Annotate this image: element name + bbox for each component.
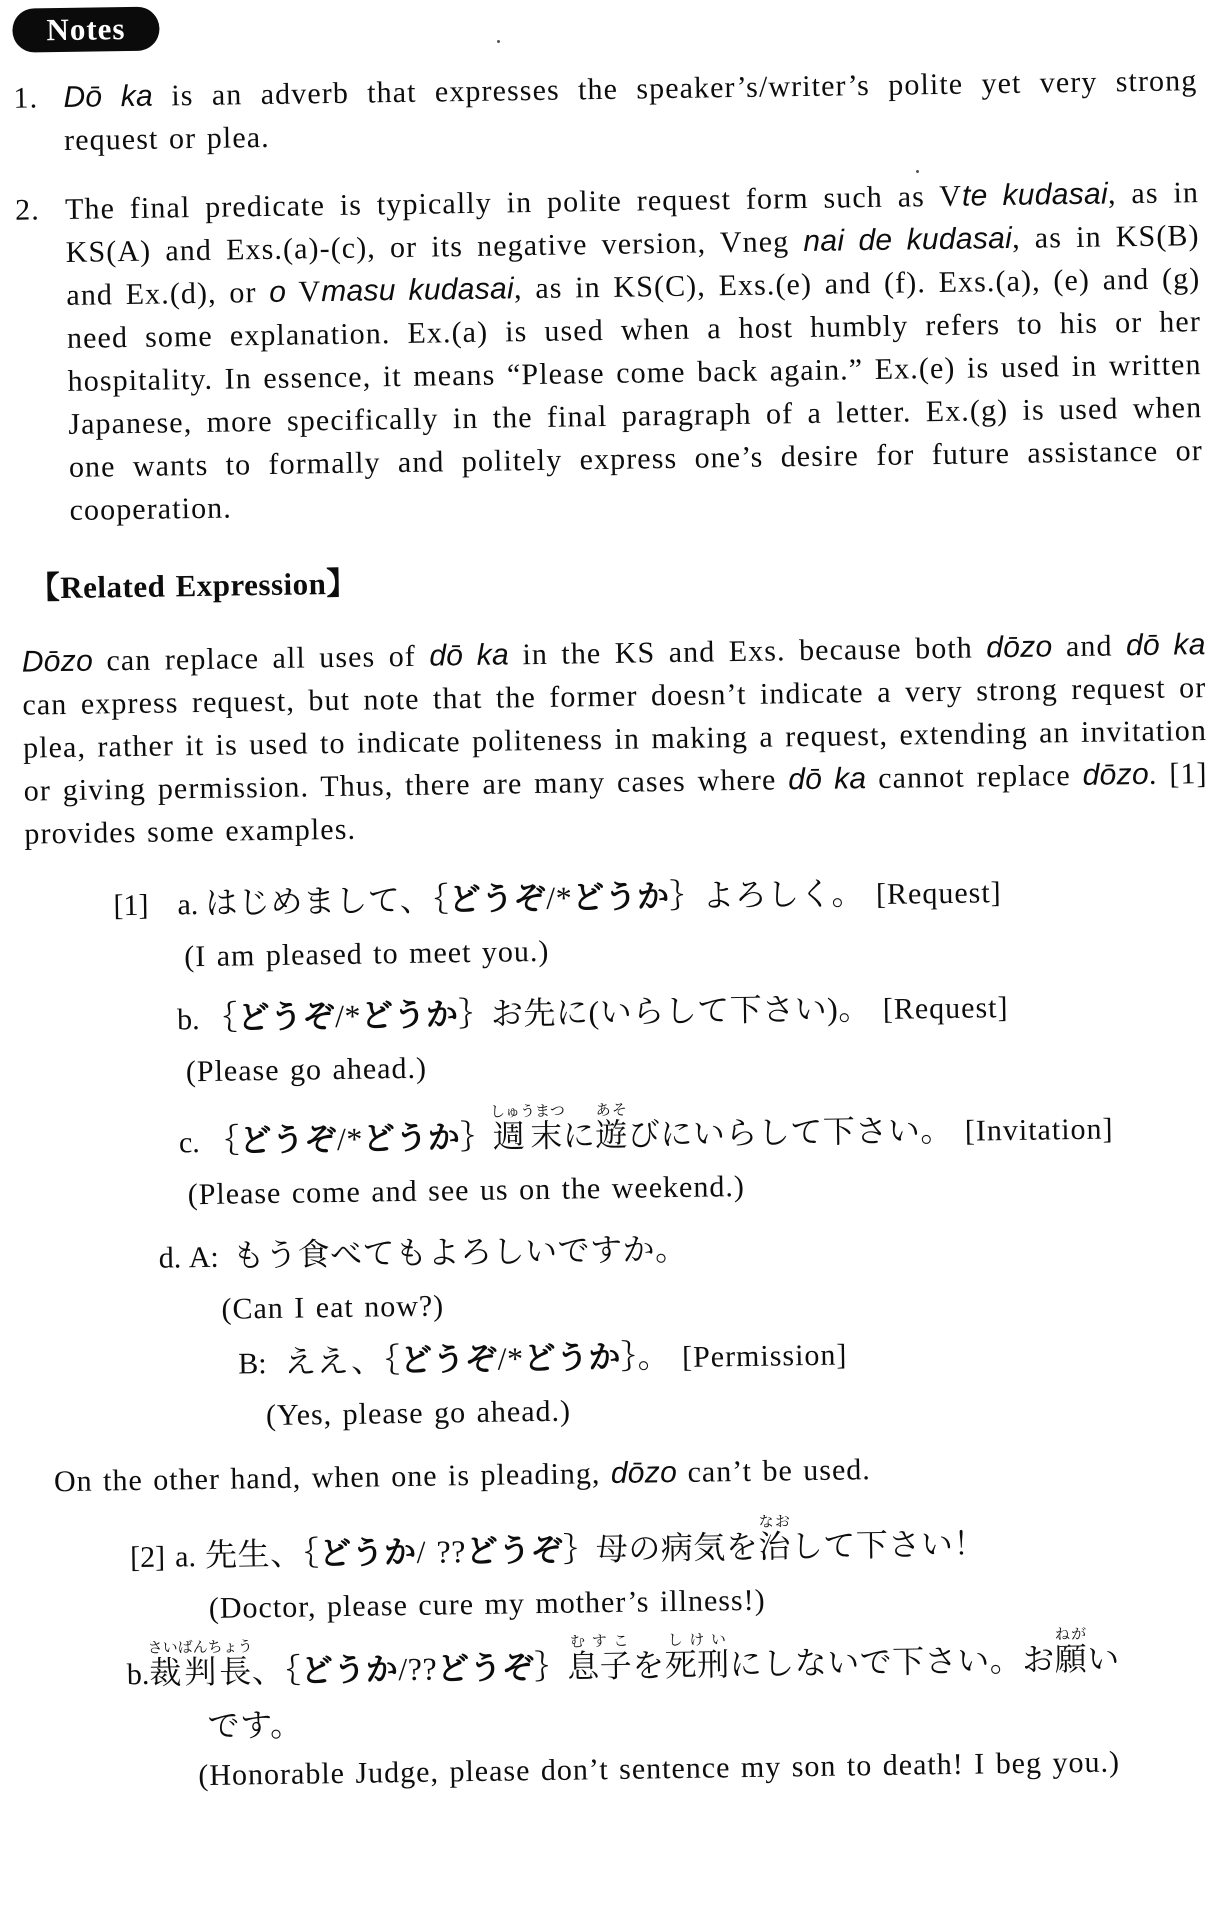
example-1b-translation: (Please go ahead.) [185,1051,428,1089]
note-1-number: 1. [13,81,39,115]
example-1d-speaker-a: A: [188,1240,219,1275]
example-1d-speaker-a-japanese [158,1217,1215,1283]
example-group-2 [35,1508,1222,1800]
example-1c-letter: c. [178,1126,201,1160]
related-expression-paragraph: Dōzo can replace all uses of dō ka in the KS and Exs. because both dōzo and dō ka can express request, but note that the former doesn’t indicate a very strong request or plea, rather it is used to indicate politeness in making a request, extending an invitation or giving permission. Thus, there are many cases where dō ka cannot replace dōzo. [1] provides some examples. [21,628,1208,851]
example-1d-category-tag: [Permission] [681,1338,848,1374]
example-1a-japanese [113,864,1210,930]
example-1c-japanese [178,1094,1213,1167]
example-2b-sentence-continuation: です。 [207,1706,303,1744]
example-1d-speaker-a-translation: (Can I eat now?) [221,1289,445,1326]
notes-section-badge: Notes [12,7,160,53]
example-2b-translation: (Honorable Judge, please don’t sentence my son to death! I beg you.) [198,1745,1121,1793]
note-2-number: 2. [14,193,41,227]
example-2b-sentence: 裁判長さいばんちょう、｛どうか/??どうぞ｝息子むすこを死刑しけいにしないで下さい。お願ねがい [147,1626,1120,1691]
example-1d-speaker-b-sentence: ええ、｛どうぞ/*どうか｝。 [283,1337,671,1380]
example-1c-translation: (Please come and see us on the weekend.) [187,1169,746,1212]
example-1-marker: [1] [113,888,149,923]
example-1b-letter: b. [176,1003,200,1037]
example-2a-letter: a. [174,1540,197,1574]
example-1d-letter: d. [158,1241,182,1275]
example-1d-speaker-b: B: [238,1347,267,1381]
note-item-1 [13,59,1198,163]
note-item-2 [15,171,1204,533]
note-2-text: The final predicate is typically in polite request form such as Vte kudasai, as in KS(A) and Exs.(a)-(c), or its negative version, Vneg nai de kudasai, as in KS(B) and Ex.(d), or o Vmasu kudasai, as in KS(C), Exs.(e) and (f). Exs.(a), (e) and (g) need some explanation. Ex.(a) is used when a host humbly refers to his or her hospitality. In essence, it means “Please come back again.” Ex.(e) is used in written Japanese, more specifically in the final paragraph of a letter. Ex.(g) is used when one wants to formally and politely express one’s desire for future assistance or cooperation. [64,176,1204,527]
example-2a-sentence: 先生、｛どうか/ ??どうぞ｝母の病気を治なおして下さい！ [204,1514,987,1574]
example-1b-category-tag: [Request] [882,991,1009,1026]
note-1-text: Dō ka is an adverb that expresses the speaker’s/writer’s polite yet very strong request or plea. [63,64,1198,157]
example-1a-letter: a. [177,888,199,922]
example-2b-japanese [126,1625,1221,1699]
interlude-sentence: On the other hand, when one is pleading, dōzo can’t be used. [53,1453,872,1499]
example-1d-speaker-b-translation: (Yes, please go ahead.) [265,1394,572,1433]
example-1d-speaker-a-sentence: もう食べてもよろしいですか。 [232,1230,688,1274]
example-1a-sentence: はじめまして、｛どうぞ/*どうか｝よろしく。 [205,875,865,921]
related-expression-heading: 【Related Expression】 [28,565,359,606]
example-1a-translation: (I am pleased to meet you.) [183,934,550,974]
example-1b-sentence: ｛どうぞ/*どうか｝お先に(いらして下さい)。 [204,990,872,1037]
example-1c-sentence: ｛どうぞ/*どうか｝週末しゅうまつに遊あそびにいらして下さい。 [206,1102,954,1160]
example-2-marker: [2] [129,1540,166,1575]
example-1a-category-tag: [Request] [875,876,1002,911]
example-2a-translation: (Doctor, please cure my mother’s illness!) [208,1583,766,1625]
example-2a-japanese [130,1508,1220,1582]
example-group-1 [25,864,1217,1441]
example-1c-category-tag: [Invitation] [964,1112,1114,1148]
example-1b-japanese [177,979,1212,1044]
example-2b-letter: b. [126,1657,150,1692]
example-1d-speaker-b-japanese [238,1324,1217,1389]
